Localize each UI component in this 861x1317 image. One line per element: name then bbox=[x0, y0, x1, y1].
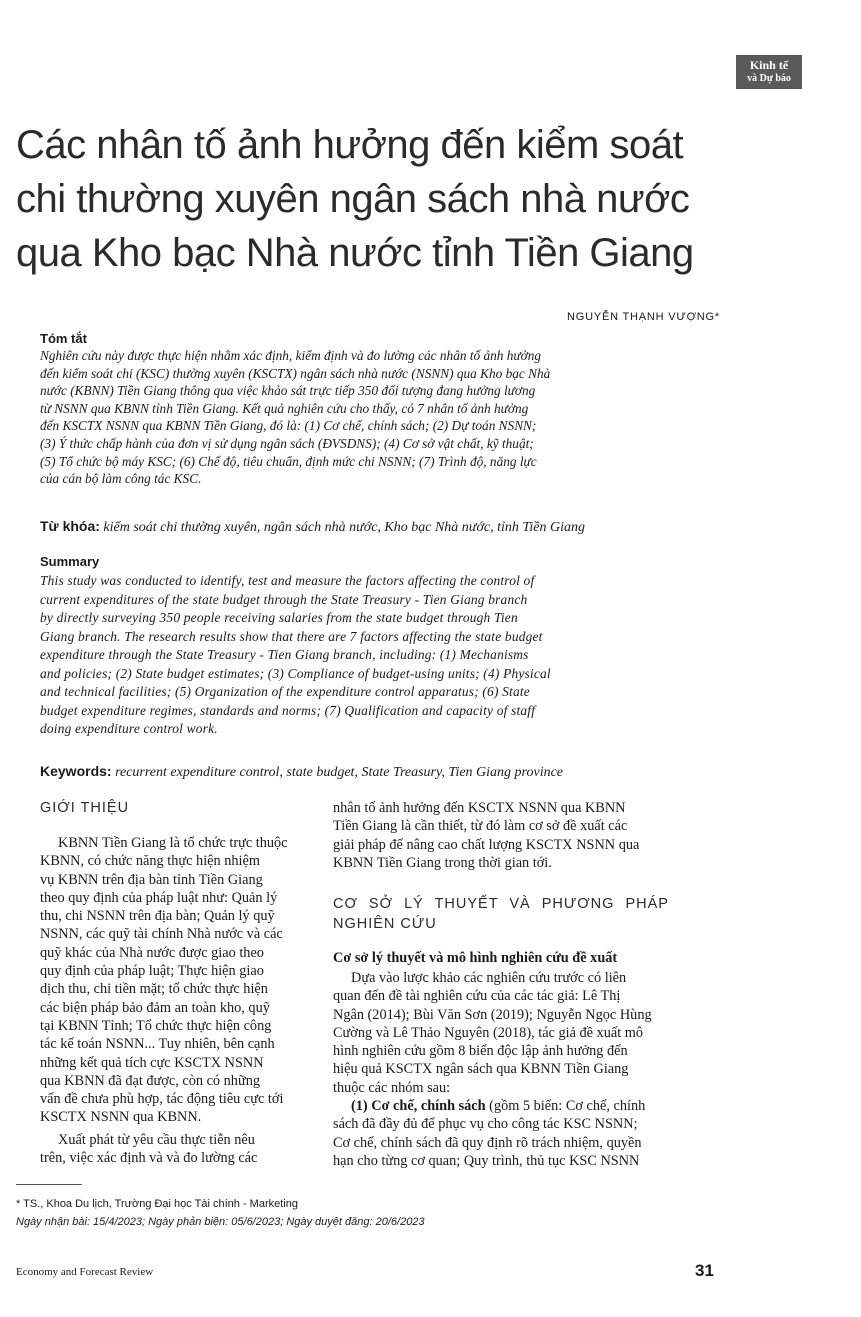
footnote: * TS., Khoa Du lịch, Trường Đại học Tài chính - Marketing bbox=[16, 1198, 298, 1210]
abstract-vi-line: từ NSNN qua KBNN tỉnh Tiền Giang. Kết quả nghiên cứu cho thấy, có 7 nhân tố ảnh hưởng bbox=[40, 400, 529, 416]
author-name: NGUYỄN THẠNH VƯỢNG* bbox=[566, 311, 720, 323]
theory-line: Cường và Lê Thảo Nguyên (2018), tác giả đề xuất mô bbox=[333, 1024, 644, 1041]
intro-line: thu, chi NSNN trên địa bàn; Quản lý quỹ bbox=[40, 908, 275, 925]
intro-line: quy định của pháp luật; Thực hiện giao bbox=[40, 963, 264, 980]
item-1-rest: (gồm 5 biến: Cơ chế, chính bbox=[485, 1098, 646, 1115]
abstract-vi-line: (5) Tổ chức bộ máy KSC; (6) Chế độ, tiêu chuẩn, định mức chi NSNN; (7) Trình độ, năng lực bbox=[40, 453, 537, 469]
abstract-en-body bbox=[40, 572, 705, 739]
intro-line: KBNN Tiền Giang là tổ chức trực thuộc bbox=[58, 835, 288, 851]
theory-line: hiệu quả KSCTX ngân sách qua KBNN Tiền Giang bbox=[333, 1061, 629, 1078]
abstract-en-line: by directly surveying 350 people receiving salaries from the state budget through Tien bbox=[40, 610, 518, 625]
article-title bbox=[16, 118, 806, 280]
right-col-continuation bbox=[333, 799, 718, 872]
abstract-en-line: current expenditures of the state budget through the State Treasury - Tien Giang branch bbox=[40, 591, 528, 607]
abstract-en-line: doing expenditure control work. bbox=[40, 721, 218, 736]
intro-line: KBNN, có chức năng thực hiện nhiệm bbox=[40, 853, 260, 870]
intro-line: dịch thu, chi tiền mặt; tổ chức thực hiện bbox=[40, 981, 268, 998]
intro-line: quỹ khác của Nhà nước được giao theo bbox=[40, 944, 264, 961]
journal-name: Economy and Forecast Review bbox=[16, 1266, 154, 1278]
title-line: chi thường xuyên ngân sách nhà nước bbox=[16, 177, 690, 221]
right-col-line: Tiền Giang là cần thiết, từ đó làm cơ sở đề xuất các bbox=[333, 818, 628, 835]
item-line: hạn cho từng cơ quan; Quy trình, thủ tục KSC NSNN bbox=[333, 1152, 640, 1169]
abstract-vi-line: đến KSCTX NSNN qua KBNN Tiền Giang, đó là: (1) Cơ chế, chính sách; (2) Dự toán NSNN; bbox=[40, 418, 537, 434]
intro-line: trên, việc xác định và và đo lường các bbox=[40, 1150, 258, 1167]
abstract-vi-heading: Tóm tắt bbox=[40, 331, 87, 346]
footnote-rule bbox=[16, 1184, 82, 1185]
item-line: Cơ chế, chính sách đã quy định rõ trách nhiệm, quyền bbox=[333, 1134, 642, 1151]
keywords-en-label: Keywords: bbox=[40, 763, 112, 779]
intro-line: vấn đề chưa phù hợp, tác động tiêu cực tới bbox=[40, 1091, 284, 1108]
theory-line: Dựa vào lược khảo các nghiên cứu trước có liên bbox=[351, 970, 627, 986]
abstract-en-line: and policies; (2) State budget estimates; (3) Compliance of budget-using units; (4) Physical bbox=[40, 665, 551, 681]
theory-body bbox=[333, 969, 718, 1170]
intro-line: Xuất phát từ yêu cầu thực tiễn nêu bbox=[58, 1131, 255, 1148]
right-col-line: nhân tố ảnh hưởng đến KSCTX NSNN qua KBNN bbox=[333, 800, 626, 816]
abstract-en-heading: Summary bbox=[40, 554, 100, 569]
abstract-en-line: budget expenditure regimes, standards and norms; (7) Qualification and capacity of staff bbox=[40, 702, 536, 718]
abstract-vi-line: đến kiểm soát chi (KSC) thường xuyên (KSCTX) ngân sách nhà nước (NSNN) qua Kho bạc Nhà bbox=[40, 365, 551, 381]
intro-line: các biện pháp bảo đảm an toàn kho, quỹ bbox=[40, 999, 270, 1016]
keywords-vi-text: kiểm soát chi thường xuyên, ngân sách nhà nước, Kho bạc Nhà nước, tỉnh Tiền Giang bbox=[103, 520, 586, 535]
theory-section-heading bbox=[333, 894, 669, 934]
theory-line: thuộc các nhóm sau: bbox=[333, 1079, 451, 1096]
article-dates: Ngày nhận bài: 15/4/2023; Ngày phản biện: 05/6/2023; Ngày duyệt đăng: 20/6/2023 bbox=[16, 1216, 425, 1228]
journal-logo bbox=[736, 55, 802, 89]
item-1-bold: (1) Cơ chế, chính sách bbox=[351, 1098, 486, 1115]
intro-line: tại KBNN Tỉnh; Tổ chức thực hiện công bbox=[40, 1017, 272, 1034]
abstract-en-line: Giang branch. The research results show that there are 7 factors affecting the state budget bbox=[40, 628, 543, 644]
right-col-line: KBNN Tiền Giang trong thời gian tới. bbox=[333, 854, 552, 871]
intro-body bbox=[40, 834, 310, 1167]
logo-line-1: Kinh tế bbox=[749, 58, 789, 72]
theory-subheading: Cơ sở lý thuyết và mô hình nghiên cứu đề xuất bbox=[333, 950, 618, 966]
abstract-en-line: expenditure through the State Treasury - Tien Giang branch, including: (1) Mechanisms bbox=[40, 647, 529, 662]
theory-heading-line-1: CƠ SỞ LÝ THUYẾT VÀ PHƯƠNG PHÁP bbox=[333, 896, 669, 912]
intro-line: KSCTX NSNN qua KBNN. bbox=[40, 1109, 202, 1126]
intro-line: NSNN, các quỹ tài chính Nhà nước và các bbox=[40, 926, 283, 943]
keywords-en bbox=[40, 763, 563, 781]
intro-line: những kết quả tích cực KSCTX NSNN bbox=[40, 1054, 264, 1071]
right-col-line: giải pháp để nâng cao chất lượng KSCTX NSNN qua bbox=[333, 836, 640, 853]
theory-line: hình nghiên cứu gồm 8 biến độc lập ảnh hưởng đến bbox=[333, 1043, 628, 1060]
theory-line: quan đến đề tài nghiên cứu của các tác giả: Lê Thị bbox=[333, 988, 621, 1005]
keywords-en-text: recurrent expenditure control, state budget, State Treasury, Tien Giang province bbox=[115, 765, 564, 780]
theory-line: Ngân (2014); Bùi Văn Sơn (2019); Nguyễn Ngọc Hùng bbox=[333, 1006, 652, 1023]
abstract-vi-line: của cán bộ làm công tác KSC. bbox=[40, 471, 202, 487]
title-line: qua Kho bạc Nhà nước tỉnh Tiền Giang bbox=[16, 231, 694, 275]
abstract-en-line: This study was conducted to identify, test and measure the factors affecting the control of bbox=[40, 573, 535, 588]
page-number: 31 bbox=[695, 1261, 714, 1280]
intro-line: tác kế toán NSNN... Tuy nhiên, bên cạnh bbox=[40, 1036, 275, 1053]
intro-heading: GIỚI THIỆU bbox=[40, 800, 130, 816]
abstract-vi-line: (3) Ý thức chấp hành của đơn vị sử dụng ngân sách (ĐVSDNS); (4) Cơ sở vật chất, kỹ thuật; bbox=[40, 435, 534, 451]
logo-line-2: và Dự báo bbox=[747, 73, 791, 84]
item-line: sách đã đầy đủ để phục vụ cho công tác KSC NSNN; bbox=[333, 1116, 638, 1133]
keywords-vi-label: Từ khóa: bbox=[40, 518, 100, 534]
intro-line: qua KBNN đã đạt được, còn có những bbox=[40, 1072, 260, 1089]
title-line: Các nhân tố ảnh hưởng đến kiểm soát bbox=[16, 123, 684, 167]
abstract-vi-line: nước (KBNN) Tiền Giang thông qua việc khảo sát trực tiếp 350 đối tượng đang hưởng lương bbox=[40, 383, 536, 399]
intro-line: theo quy định của pháp luật như: Quản lý bbox=[40, 889, 278, 906]
theory-heading-line-2: NGHIÊN CỨU bbox=[333, 916, 437, 932]
item-1-line bbox=[333, 1097, 718, 1115]
abstract-en-line: and technical facilities; (5) Organization of the expenditure control apparatus; (6) State bbox=[40, 684, 530, 699]
abstract-vi-line: Nghiên cứu này được thực hiện nhằm xác định, kiểm định và đo lường các nhân tố ảnh hưởng bbox=[40, 348, 542, 363]
keywords-vi bbox=[40, 518, 585, 536]
abstract-vi-body bbox=[40, 347, 700, 488]
intro-line: vụ KBNN trên địa bàn tỉnh Tiền Giang bbox=[40, 871, 263, 888]
